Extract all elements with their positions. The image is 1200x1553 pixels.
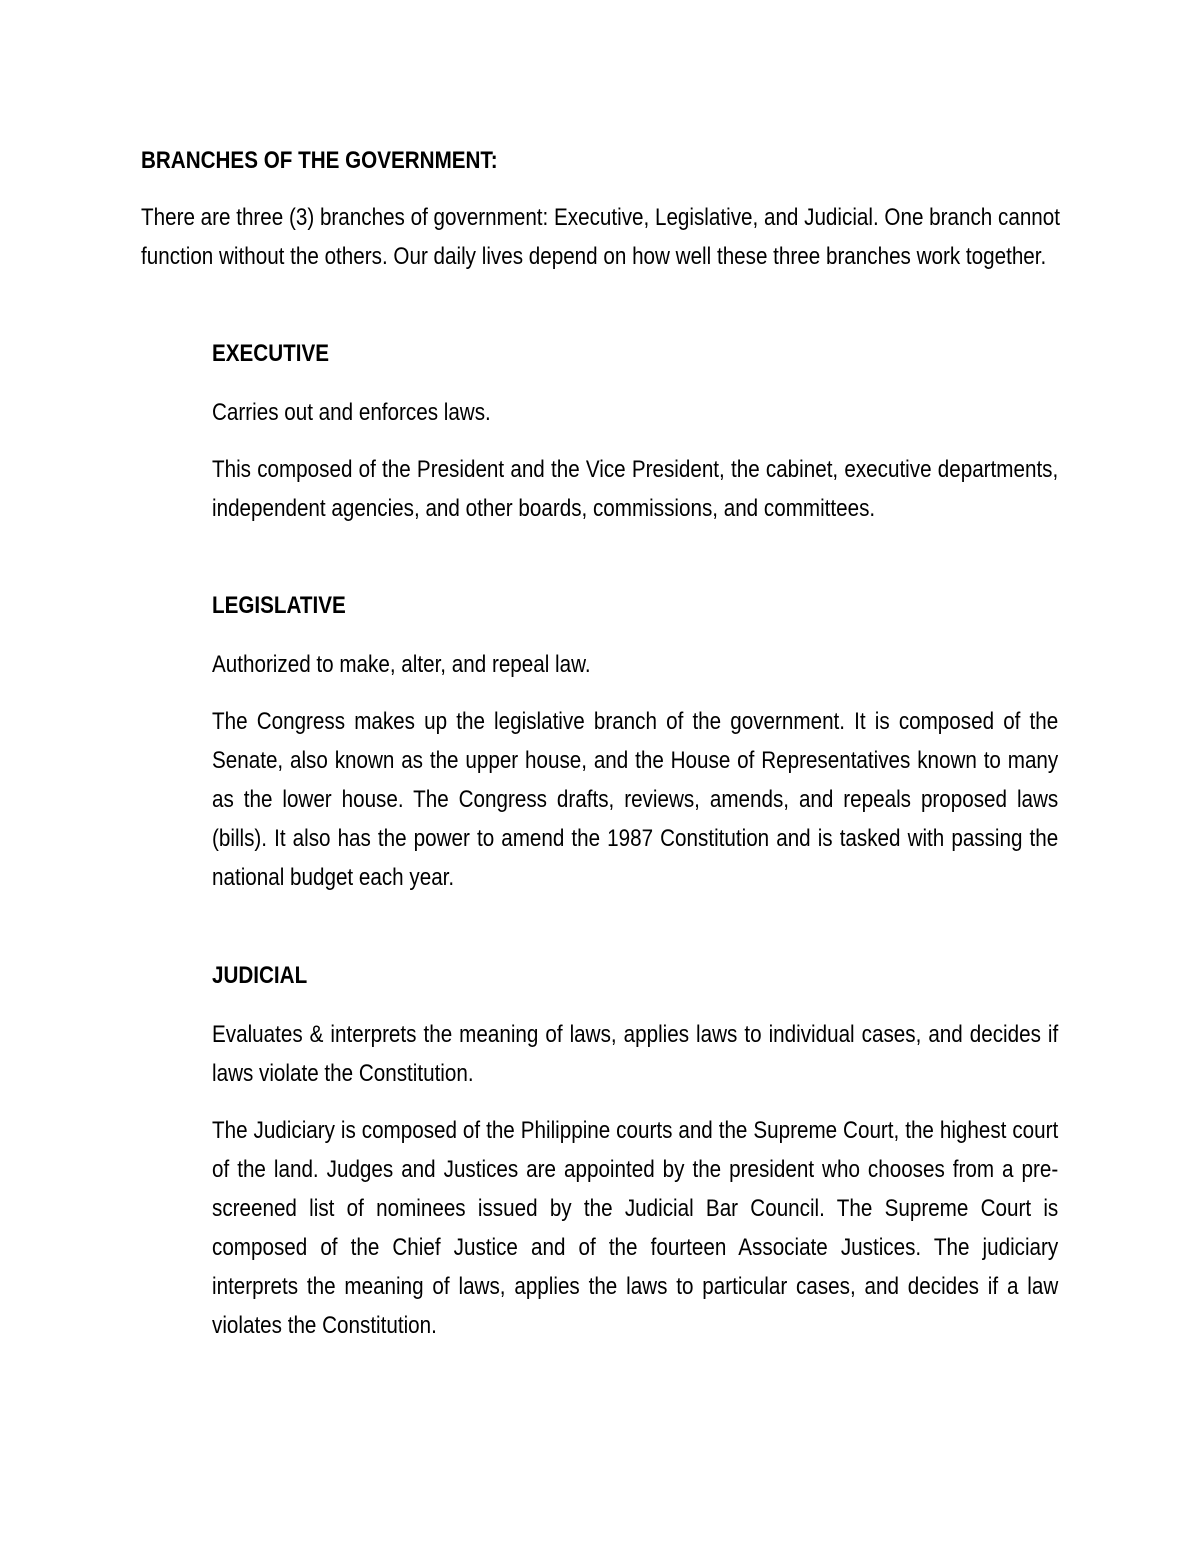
section-summary-judicial: Evaluates & interprets the meaning of laws, applies laws to individual cases, and decides if laws violate the Constitution. bbox=[212, 1021, 1059, 1087]
section-detail-legislative: The Congress makes up the legislative branch of the government. It is composed of the Senate, also known as the upper house, and the House of Representatives known to many as the lower house. The Congress drafts, reviews, amends, and repeals proposed laws (bills). It also has the power to amend the 1987 Constitution and is tasked with passing the national budget each year. bbox=[212, 708, 1059, 891]
section-executive bbox=[212, 335, 1058, 528]
section-heading-judicial: JUDICIAL bbox=[212, 962, 308, 989]
section-legislative bbox=[212, 587, 1058, 897]
section-heading-legislative: LEGISLATIVE bbox=[212, 592, 346, 619]
section-summary-legislative: Authorized to make, alter, and repeal law. bbox=[212, 651, 591, 678]
section-detail-judicial: The Judiciary is composed of the Philippine courts and the Supreme Court, the highest court of the land. Judges and Justices are appointed by the president who chooses from a pre-screened list of nominees issued by the Judicial Bar Council. The Supreme Court is composed of the Chief Justice and of the fourteen Associate Justices. The judiciary interprets the meaning of laws, applies the laws to particular cases, and decides if a law violates the Constitution. bbox=[212, 1117, 1059, 1339]
intro-paragraph: There are three (3) branches of government: Executive, Legislative, and Judicial. One branch cannot function without the others. Our daily lives depend on how well these three branches work together. bbox=[141, 204, 1061, 270]
section-summary-executive: Carries out and enforces laws. bbox=[212, 399, 491, 426]
section-judicial bbox=[212, 957, 1058, 1345]
section-heading-executive: EXECUTIVE bbox=[212, 340, 329, 367]
document-title: BRANCHES OF THE GOVERNMENT: bbox=[141, 147, 498, 174]
section-detail-executive: This composed of the President and the Vice President, the cabinet, executive departments, independent agencies, and other boards, commissions, and committees. bbox=[212, 456, 1059, 522]
